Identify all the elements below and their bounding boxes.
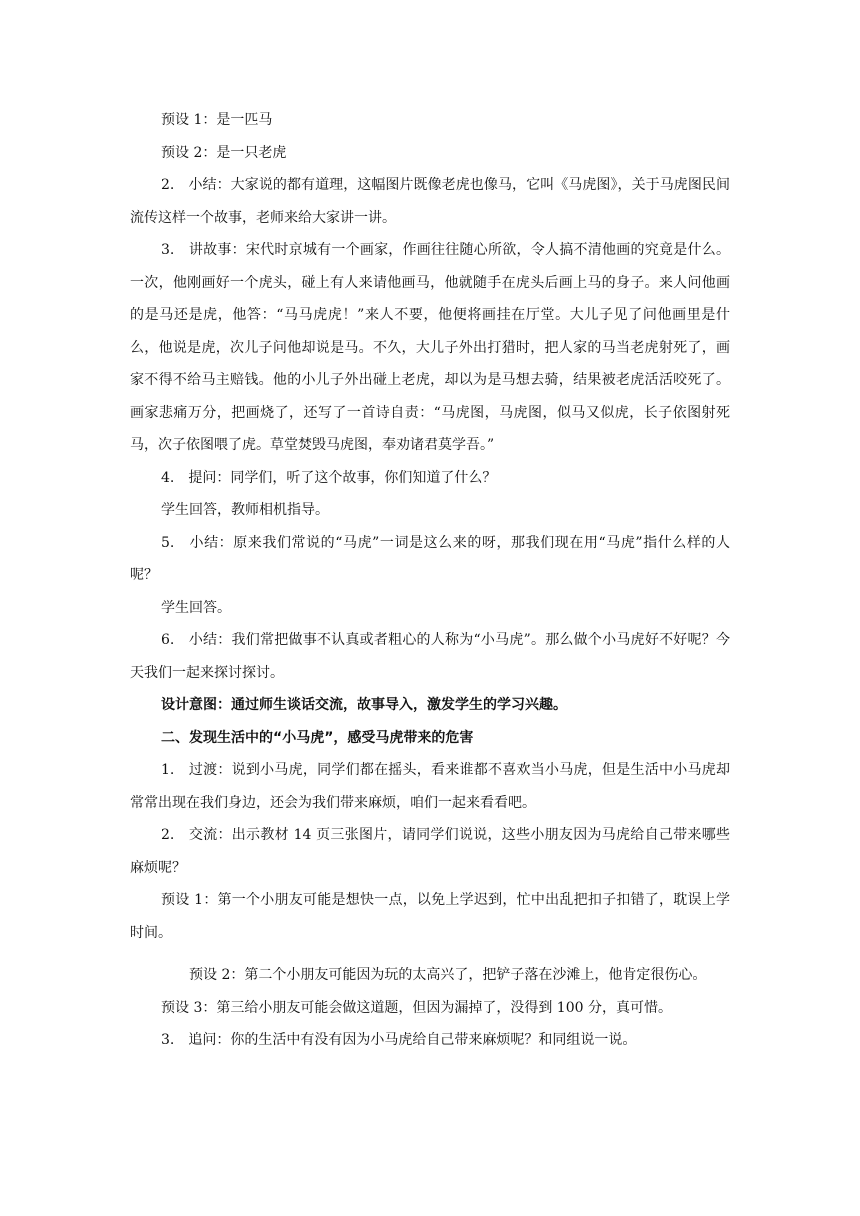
section-heading-two: 二、发现生活中的“小马虎”，感受马虎带来的危害: [161, 729, 474, 746]
paragraph-gap: [130, 949, 730, 959]
preset-2-tiger: 预设 2：是一只老虎: [161, 144, 287, 161]
preset-1-buttons: 预设 1：第一个小朋友可能是想快一点，以免上学迟到，忙中出乱把扣子扣错了，耽误上学时间。: [130, 892, 730, 941]
student-answer-guidance: 学生回答，教师相机指导。: [161, 502, 329, 518]
exchange-paragraph: 2. 交流：出示教材 14 页三张图片，请同学们说说，这些小朋友因为马虎给自己带来哪些麻烦呢？: [130, 827, 730, 876]
preset-3-exam: 预设 3：第三给小朋友可能会做这道题，但因为漏掉了，没得到 100 分，真可惜。: [161, 999, 672, 1016]
summary-horse-tiger-picture: 2. 小结：大家说的都有道理，这幅图片既像老虎也像马，它叫《马虎图》，关于马虎图民间流传这样一个故事，老师来给大家讲一讲。: [130, 177, 730, 226]
summary-xiao-mahu: 6. 小结：我们常把做事不认真或者粗心的人称为“小马虎”。那么做个小马虎好不好呢？今天我们一起来探讨探讨。: [130, 632, 730, 681]
transition-paragraph: 1. 过渡：说到小马虎，同学们都在摇头，看来谁都不喜欢当小马虎，但是生活中小马虎却常常出现在我们身边，还会为我们带来麻烦，咱们一起来看看吧。: [130, 762, 730, 811]
question-what-learned: 4. 提问：同学们，听了这个故事，你们知道了什么？: [161, 469, 497, 486]
design-intent: 设计意图：通过师生谈话交流，故事导入，激发学生的学习兴趣。: [161, 697, 567, 713]
preset-2-shovel: 预设 2：第二个小朋友可能因为玩的太高兴了，把铲子落在沙滩上，他肯定很伤心。: [189, 967, 707, 983]
preset-1-horse: 预设 1：是一匹马: [161, 112, 273, 128]
student-answer: 学生回答。: [161, 599, 231, 616]
story-paragraph: 3. 讲故事：宋代时京城有一个画家，作画往往随心所欲，令人搞不清他画的究竟是什么。一次，他刚画好一个虎头，碰上有人来请他画马，他就随手在虎头后画上马的身子。来人问他画的是马还是虎，他答：“马马虎虎！”来人不要，他便将画挂在厅堂。大儿子见了问他画里是什么，他说是虎，次儿子问他却说是马。不久，大儿子外出打猎时，把人家的马当老虎射死了，画家不得不给马主赔钱。他的小儿子外出碰上老虎，却以为是马想去骑，结果被老虎活活咬死了。画家悲痛万分，把画烧了，还写了一首诗自责：“马虎图，马虎图，似马又似虎，长子依图射死马，次子依图喂了虎。草堂焚毁马虎图，奉劝诸君莫学吾。”: [130, 242, 730, 453]
document-body: [130, 104, 730, 1057]
summary-mahu-origin: 5. 小结：原来我们常说的“马虎”一词是这么来的呀，那我们现在用“马虎”指什么样的人呢？: [130, 534, 730, 583]
follow-up-question: 3. 追问：你的生活中有没有因为小马虎给自己带来麻烦呢？和同组说一说。: [161, 1032, 637, 1048]
